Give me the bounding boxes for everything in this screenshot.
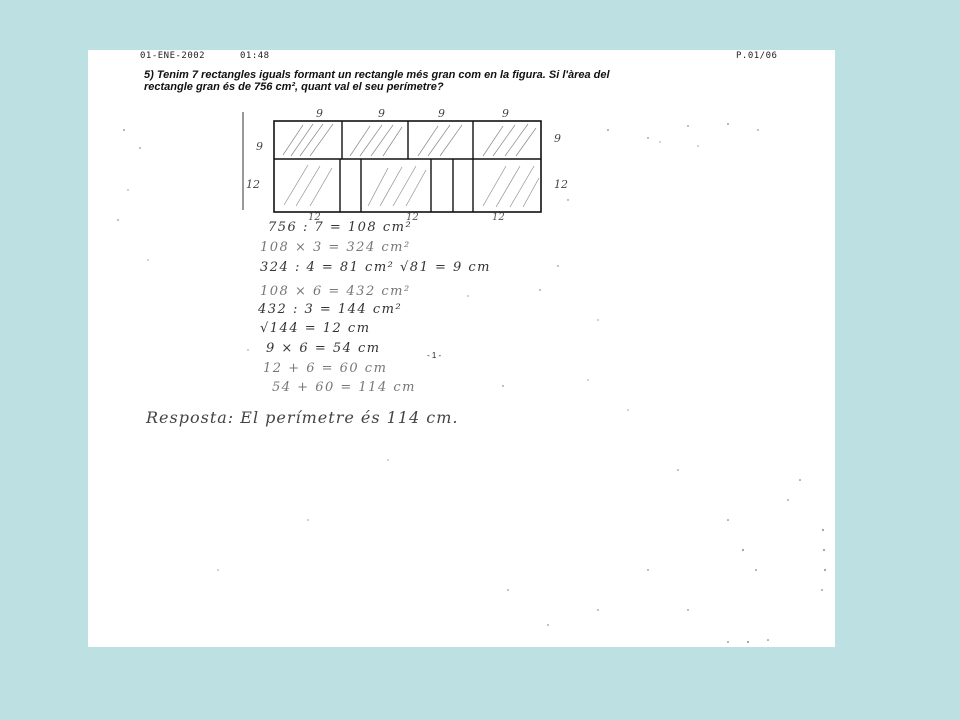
figure-label-top-3: 9 <box>438 107 445 120</box>
calculation-line: 12 + 6 = 60 cm <box>263 361 388 376</box>
figure-label-bottom-3: 12 <box>492 212 505 223</box>
calculation-line: 9 × 6 = 54 cm <box>266 341 381 356</box>
scanned-document-page <box>88 50 835 647</box>
calculation-line: 756 : 7 = 108 cm² <box>268 220 413 235</box>
fax-date: 01-ENE-2002 <box>140 51 206 61</box>
figure-label-right-1: 9 <box>554 132 561 145</box>
calculation-line: 108 × 6 = 432 cm² <box>260 284 411 299</box>
fax-time: 01:48 <box>240 51 270 61</box>
problem-line-1: 5) Tenim 7 rectangles iguals formant un rectangle més gran com en la figura. Si l'àrea del <box>144 69 610 81</box>
calculation-line: 432 : 3 = 144 cm² <box>258 302 403 317</box>
calculation-line: 54 + 60 = 114 cm <box>272 380 416 395</box>
calculation-line: √144 = 12 cm <box>260 321 371 336</box>
problem-line-2: rectangle gran és de 756 cm², quant val el seu perímetre? <box>144 81 444 93</box>
figure-label-left-1: 9 <box>256 140 263 153</box>
scan-noise <box>88 50 835 647</box>
calculation-line: 108 × 3 = 324 cm² <box>260 240 411 255</box>
calculation-line: 324 : 4 = 81 cm² √81 = 9 cm <box>260 260 492 275</box>
figure-label-right-2: 12 <box>554 178 568 191</box>
figure-label-top-2: 9 <box>378 107 385 120</box>
figure-label-bottom-1: 12 <box>308 212 321 223</box>
figure-label-top-1: 9 <box>316 107 323 120</box>
fax-page-number: P.01/06 <box>736 51 778 61</box>
answer-line: Resposta: El perímetre és 114 cm. <box>146 408 459 427</box>
figure-label-left-2: 12 <box>246 178 260 191</box>
figure-label-bottom-2: 12 <box>406 212 419 223</box>
page-number: - 1 - <box>427 351 442 360</box>
figure-label-top-4: 9 <box>502 107 509 120</box>
